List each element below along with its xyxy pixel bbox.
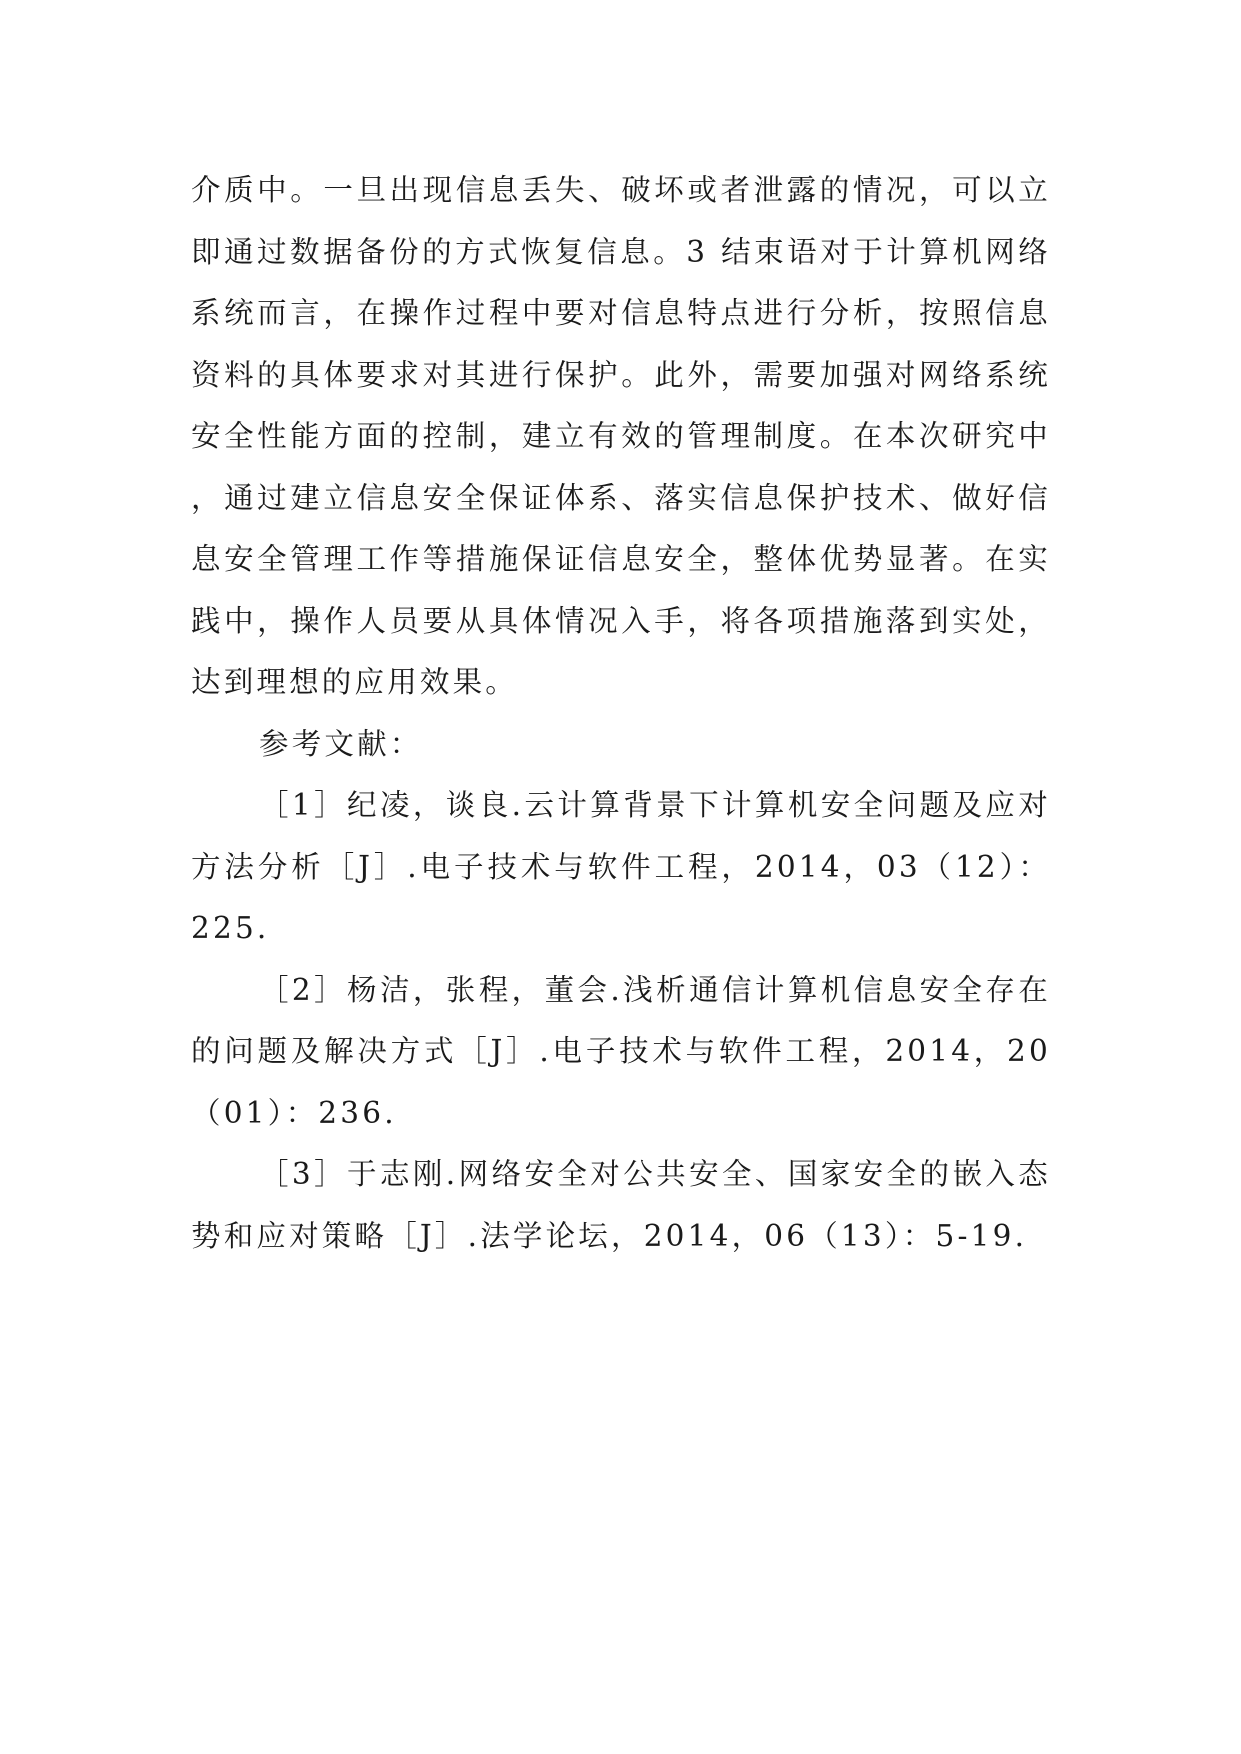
body-paragraph: 介质中。一旦出现信息丢失、破坏或者泄露的情况，可以立即通过数据备份的方式恢复信息。3 结束语对于计算机网络系统而言，在操作过程中要对信息特点进行分析，按照信息资料的具体要求对其进行保护。此外，需要加强对网络系统安全性能方面的控制，建立有效的管理制度。在本次研究中，通过建立信息安全保证体系、落实信息保护技术、做好信息安全管理工作等措施保证信息安全，整体优势显著。在实践中，操作人员要从具体情况入手，将各项措施落到实处，达到理想的应用效果。 — [191, 173, 1051, 699]
reference-item-1: ［1］纪凌，谈良.云计算背景下计算机安全问题及应对方法分析［J］.电子技术与软件工程，2014，03（12）：225. — [191, 788, 1051, 945]
reference-item-3: ［3］于志刚.网络安全对公共安全、国家安全的嵌入态势和应对策略［J］.法学论坛，2014，06（13）：5-19. — [191, 1157, 1051, 1253]
page-content — [191, 160, 1051, 1267]
reference-item-2: ［2］杨洁，张程，董会.浅析通信计算机信息安全存在的问题及解决方式［J］.电子技术与软件工程，2014，20（01）：236. — [191, 972, 1051, 1130]
references-heading: 参考文献： — [259, 726, 423, 761]
